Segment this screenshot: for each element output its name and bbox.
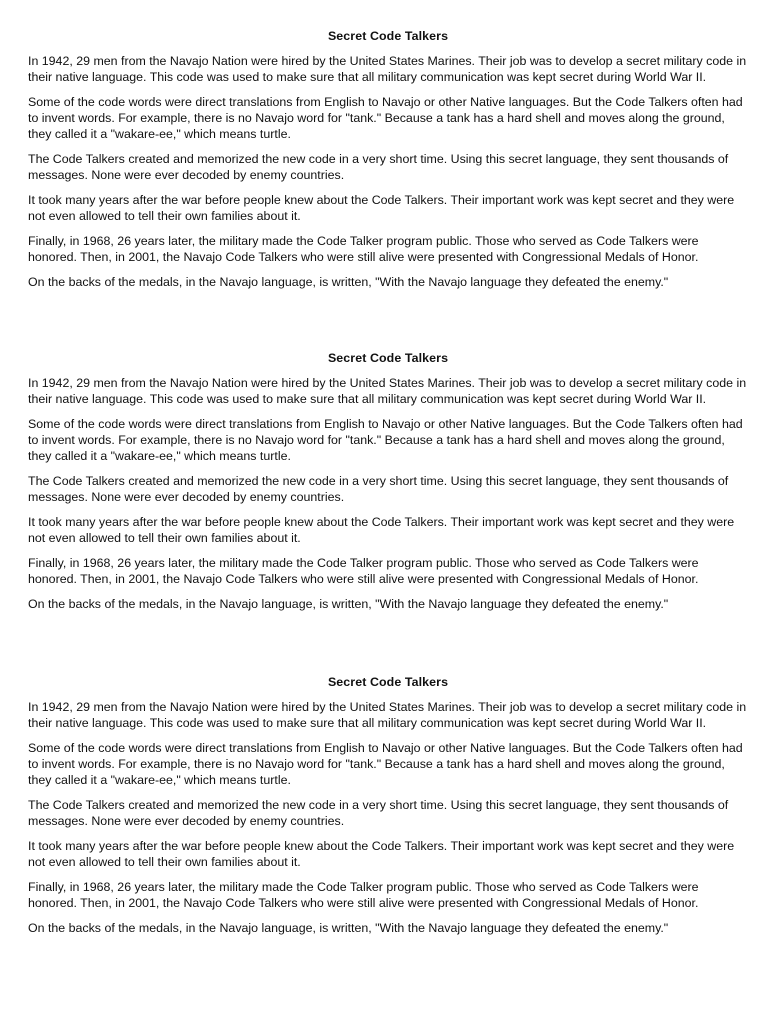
article-paragraph: On the backs of the medals, in the Navajo language, is written, "With the Navajo language they defeated the enemy." [28, 275, 669, 289]
article-title: Secret Code Talkers [327, 675, 449, 689]
article-paragraph: In 1942, 29 men from the Navajo Nation were hired by the United States Marines. Their job was to develop a secret military code in their native language. This code was used to make sure that all military communication was kept secret during World War II. [28, 700, 747, 730]
article-paragraph: It took many years after the war before people knew about the Code Talkers. Their important work was kept secret and they were not even allowed to tell their own families about it. [28, 193, 735, 223]
article-paragraph: Finally, in 1968, 26 years later, the military made the Code Talker program public. Those who served as Code Talkers were honored. Then, in 2001, the Navajo Code Talkers who were still alive were presented with Congressional Medals of Honor. [28, 234, 699, 264]
article-paragraph: Some of the code words were direct translations from English to Navajo or other Native languages. But the Code Talkers often had to invent words. For example, there is no Navajo word for "tank." Because a tank has a hard shell and moves along the ground, they called it a "wakare-ee," which means turtle. [28, 95, 743, 141]
article-title: Secret Code Talkers [327, 29, 449, 43]
article-paragraph: The Code Talkers created and memorized the new code in a very short time. Using this secret language, they sent thousands of messages. None were ever decoded by enemy countries. [28, 798, 729, 828]
article-paragraph: On the backs of the medals, in the Navajo language, is written, "With the Navajo language they defeated the enemy." [28, 597, 669, 611]
article-paragraph: The Code Talkers created and memorized the new code in a very short time. Using this secret language, they sent thousands of messages. None were ever decoded by enemy countries. [28, 474, 729, 504]
article-paragraph: Finally, in 1968, 26 years later, the military made the Code Talker program public. Those who served as Code Talkers were honored. Then, in 2001, the Navajo Code Talkers who were still alive were presented with Congressional Medals of Honor. [28, 556, 699, 586]
article-paragraph: It took many years after the war before people knew about the Code Talkers. Their important work was kept secret and they were not even allowed to tell their own families about it. [28, 839, 735, 869]
article-paragraph: In 1942, 29 men from the Navajo Nation were hired by the United States Marines. Their job was to develop a secret military code in their native language. This code was used to make sure that all military communication was kept secret during World War II. [28, 376, 747, 406]
article-section-1 [28, 28, 748, 299]
article-paragraph: The Code Talkers created and memorized the new code in a very short time. Using this secret language, they sent thousands of messages. None were ever decoded by enemy countries. [28, 152, 729, 182]
article-paragraph: Some of the code words were direct translations from English to Navajo or other Native languages. But the Code Talkers often had to invent words. For example, there is no Navajo word for "tank." Because a tank has a hard shell and moves along the ground, they called it a "wakare-ee," which means turtle. [28, 417, 743, 463]
article-paragraph: Some of the code words were direct translations from English to Navajo or other Native languages. But the Code Talkers often had to invent words. For example, there is no Navajo word for "tank." Because a tank has a hard shell and moves along the ground, they called it a "wakare-ee," which means turtle. [28, 741, 743, 787]
article-section-3 [28, 674, 748, 945]
article-paragraph: In 1942, 29 men from the Navajo Nation were hired by the United States Marines. Their job was to develop a secret military code in their native language. This code was used to make sure that all military communication was kept secret during World War II. [28, 54, 747, 84]
article-title: Secret Code Talkers [327, 351, 449, 365]
article-paragraph: It took many years after the war before people knew about the Code Talkers. Their important work was kept secret and they were not even allowed to tell their own families about it. [28, 515, 735, 545]
article-section-2 [28, 350, 748, 621]
article-paragraph: Finally, in 1968, 26 years later, the military made the Code Talker program public. Those who served as Code Talkers were honored. Then, in 2001, the Navajo Code Talkers who were still alive were presented with Congressional Medals of Honor. [28, 880, 699, 910]
article-paragraph: On the backs of the medals, in the Navajo language, is written, "With the Navajo language they defeated the enemy." [28, 921, 669, 935]
